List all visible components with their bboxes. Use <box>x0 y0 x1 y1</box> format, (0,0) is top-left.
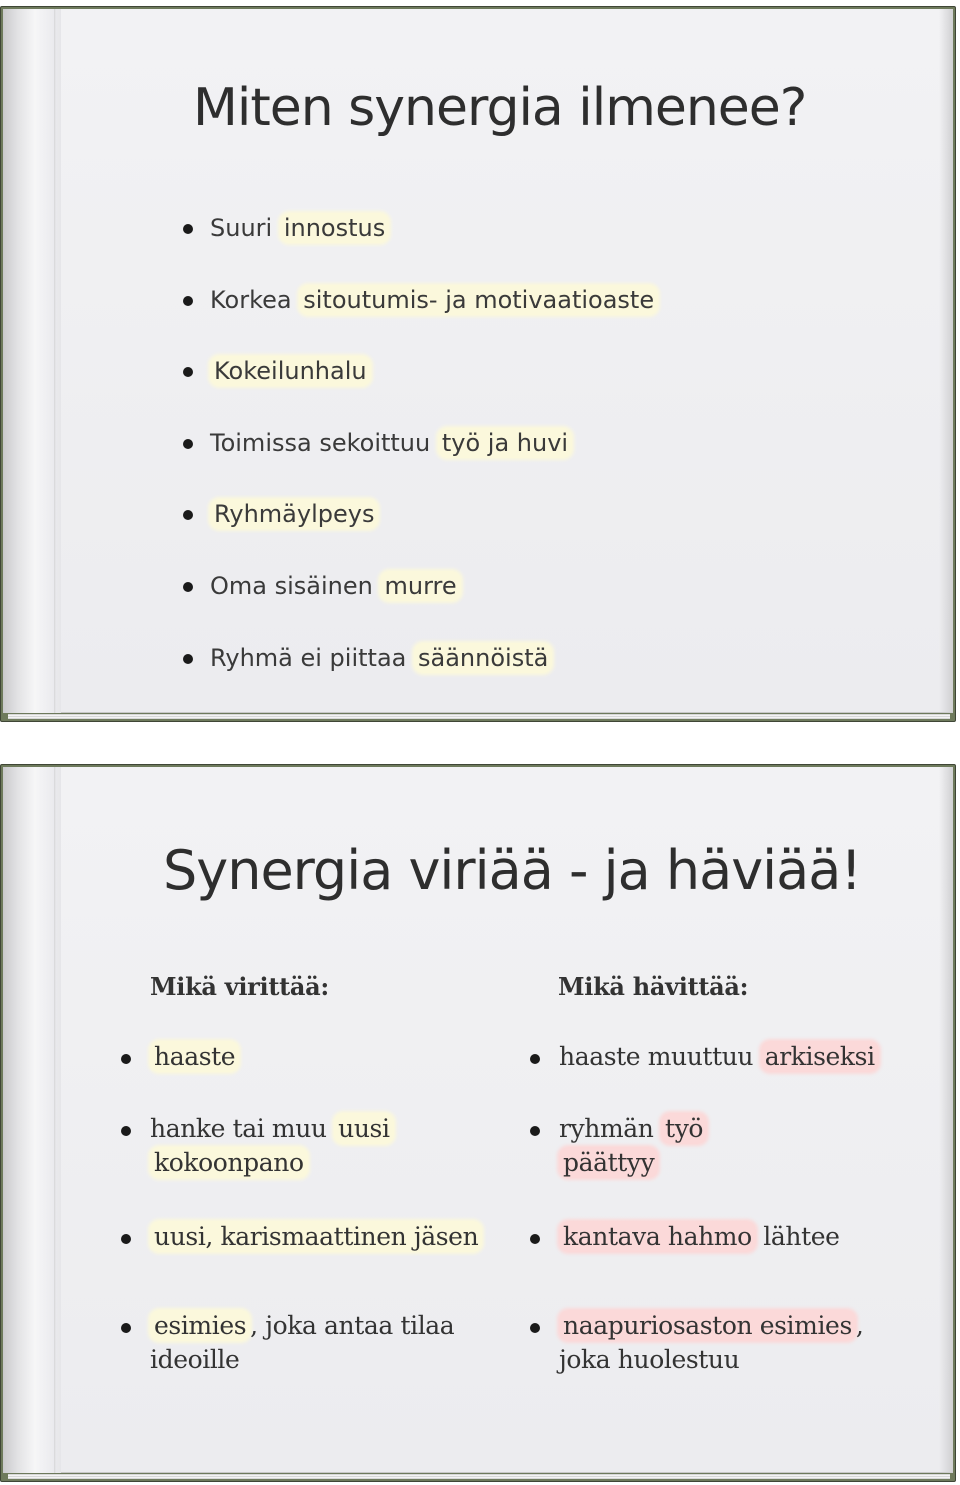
list-item: haaste muuttuu arkiseksi <box>527 1040 947 1112</box>
bullet-icon <box>530 1323 540 1333</box>
highlight: kokoonpano <box>150 1147 308 1178</box>
page-binding <box>3 767 61 1473</box>
list-item <box>118 1220 488 1309</box>
page-binding <box>3 9 61 713</box>
bullet-icon <box>530 1126 540 1136</box>
bullet-icon <box>530 1234 540 1244</box>
bullet-icon <box>183 654 193 664</box>
bullet-icon <box>183 582 193 592</box>
slide-2 <box>0 764 956 1482</box>
bullet-icon <box>121 1126 131 1136</box>
slide-title: Synergia viriää - ja häviää! <box>163 839 861 902</box>
list-item <box>118 1040 488 1112</box>
highlight: naapuriosaston esimies <box>559 1310 856 1341</box>
highlight: esimies <box>150 1310 250 1341</box>
highlight: uusi, karismaattinen jäsen <box>150 1221 482 1252</box>
bullet-icon <box>530 1054 540 1064</box>
page-edges <box>8 1474 950 1479</box>
left-bullet-list <box>118 1040 488 1417</box>
list-item: hanke tai muu uusi kokoonpano <box>118 1112 488 1220</box>
highlight: työ <box>661 1113 707 1144</box>
list-item: kantava hahmo lähtee <box>527 1220 947 1309</box>
slide-title: Miten synergia ilmenee? <box>193 78 807 138</box>
bullet-icon <box>183 439 193 449</box>
highlight: kantava hahmo <box>559 1221 756 1252</box>
list-item: ryhmän työ päättyy <box>527 1112 947 1220</box>
bullet-icon <box>121 1054 131 1064</box>
highlight: päättyy <box>559 1147 658 1178</box>
page-edges <box>8 714 950 719</box>
highlight: haaste <box>150 1041 239 1072</box>
list-item: naapuriosaston esimies , joka huolestuu <box>527 1309 947 1417</box>
highlight: arkiseksi <box>761 1041 879 1072</box>
highlight: Kokeilunhalu <box>210 356 371 386</box>
highlight: Ryhmäylpeys <box>210 499 378 529</box>
list-item: esimies , joka antaa tilaa ideoille <box>118 1309 488 1417</box>
highlight: sitoutumis- ja motivaatioaste <box>299 285 658 315</box>
highlight: murre <box>380 571 460 601</box>
bullet-icon <box>183 296 193 306</box>
bullet-icon <box>121 1323 131 1333</box>
slide-1: Miten synergia ilmenee? Suuri innostus Korkea sitoutumis- ja motivaatioaste Kokeilunhalu Toimissa sekoittuu työ ja huvi Ryhmäylpeys Oma sisäinen murre Ryhmä ei piittaa säännöistä <box>0 6 956 722</box>
highlight: innostus <box>280 213 389 243</box>
bullet-icon <box>183 224 193 234</box>
right-bullet-list <box>527 1040 947 1417</box>
highlight: työ ja huvi <box>438 428 572 458</box>
right-column-heading: Mikä hävittää: <box>558 972 749 1001</box>
left-column-heading: Mikä virittää: <box>150 972 329 1001</box>
highlight: säännöistä <box>414 643 552 673</box>
bullet-icon <box>121 1234 131 1244</box>
highlight: uusi <box>334 1113 393 1144</box>
